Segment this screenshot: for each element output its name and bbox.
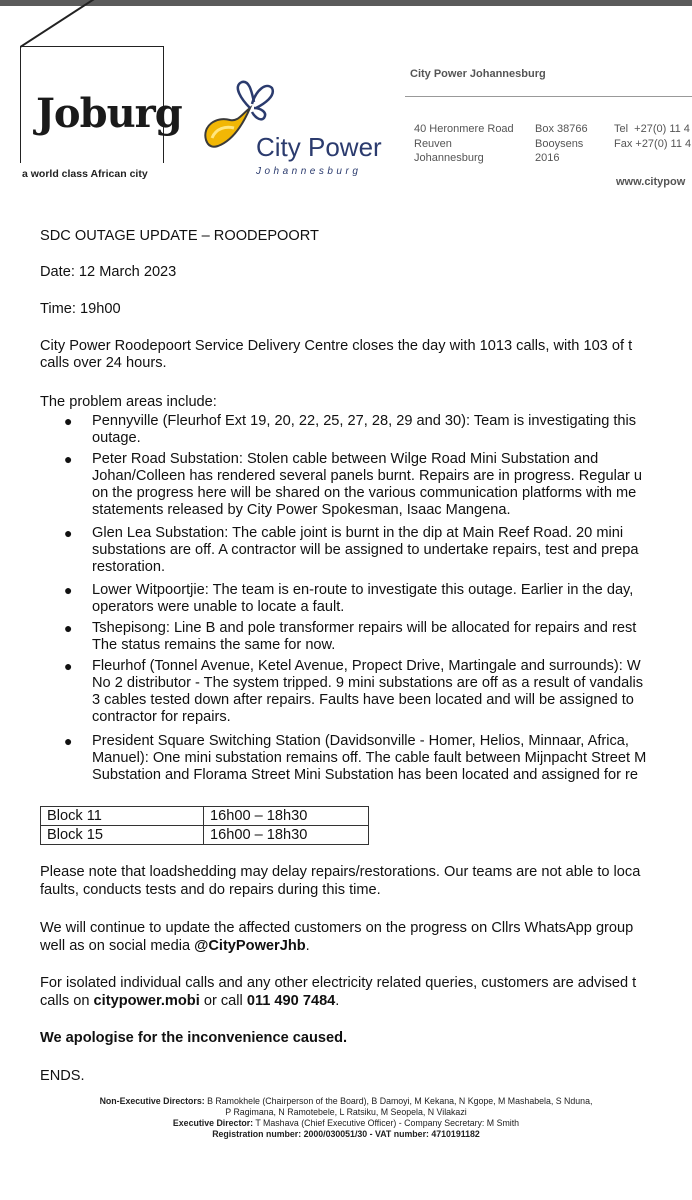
note-line-2: faults, conducts tests and do repairs during this time.	[40, 882, 381, 898]
loadshedding-table	[40, 806, 369, 845]
table-cell-time: 16h00 – 18h30	[204, 826, 369, 845]
doc-title: SDC OUTAGE UPDATE – ROODEPOORT	[40, 228, 319, 244]
update-line-2	[40, 938, 310, 955]
bullet-icon: ●	[64, 620, 73, 636]
update-line-1: We will continue to update the affected customers on the progress on Cllrs WhatsApp group	[40, 920, 634, 936]
contact-phone-fax: Tel +27(0) 11 4 Fax +27(0) 11 4	[614, 123, 692, 150]
isolated-line-2	[40, 993, 339, 1010]
update-end: .	[305, 938, 310, 954]
city-power-subtitle: Johannesburg	[256, 166, 362, 177]
list-item: Peter Road Substation: Stolen cable between Wilge Road Mini Substation and Johan/Colleen has rendered several panels burnt. Repairs are in progress. Regular u on the progress here will be shared on the various communication platforms with me statements released by City Power Spokesman, Isaac Mangena.	[92, 451, 643, 518]
city-power-name: City Power	[256, 132, 382, 162]
header-divider	[405, 96, 692, 97]
footer-directors-1	[0, 1096, 692, 1108]
reg-label: Registration number:	[212, 1129, 302, 1139]
bullet-icon: ●	[64, 413, 73, 429]
table-cell-block: Block 15	[41, 826, 204, 845]
bullet-icon: ●	[64, 658, 73, 674]
list-item: Lower Witpoortjie: The team is en-route to investigate this outage. Earlier in the day, operators were unable to locate a fault.	[92, 582, 634, 615]
top-border	[0, 0, 692, 6]
ned-label: Non-Executive Directors:	[99, 1096, 205, 1106]
intro-line-1: City Power Roodepoort Service Delivery Centre closes the day with 1013 calls, with 103 of t	[40, 338, 633, 354]
isolated-line-1: For isolated individual calls and any other electricity related queries, customers are advised t	[40, 975, 637, 991]
apology: We apologise for the inconvenience caused.	[40, 1030, 348, 1046]
reg-text: 2000/030051/30 - VAT number: 4710191182	[301, 1129, 480, 1139]
footer-exec	[0, 1118, 692, 1130]
note-line-1: Please note that loadshedding may delay repairs/restorations. Our teams are not able to loca	[40, 864, 641, 880]
footer-registration	[0, 1129, 692, 1141]
update-text: well as on social media	[40, 938, 195, 954]
bullet-icon: ●	[64, 582, 73, 598]
address-street: 40 Heronmere Road Reuven Johannesburg	[414, 123, 514, 164]
doc-time: Time: 19h00	[40, 301, 121, 317]
bullet-icon: ●	[64, 733, 73, 749]
problem-heading: The problem areas include:	[40, 394, 217, 410]
footer-directors-2: P Ragimana, N Ramotebele, L Ratsiku, M Seopela, N Vilakazi	[225, 1107, 467, 1117]
list-item: Tshepisong: Line B and pole transformer repairs will be allocated for repairs and rest The status remains the same for now.	[92, 620, 637, 653]
list-item: Fleurhof (Tonnel Avenue, Ketel Avenue, Propect Drive, Martingale and surrounds): W No 2 distributor - The system tripped. 9 mini substations are off as a result of vandalis 3 cables tested down after repairs. Faults have been located and will be assigned to contractor for repairs.	[92, 658, 644, 725]
exec-text: T Mashava (Chief Executive Officer) - Company Secretary: M Smith	[253, 1118, 520, 1128]
ends: ENDS.	[40, 1068, 85, 1084]
isolated-mid: or call	[199, 993, 247, 1009]
list-item: Glen Lea Substation: The cable joint is burnt in the dip at Main Reef Road. 20 mini substations are off. A contractor will be assigned to undertake repairs, test and prepa restoration.	[92, 525, 639, 575]
list-item: Pennyville (Fleurhof Ext 19, 20, 22, 25, 27, 28, 29 and 30): Team is investigating this outage.	[92, 413, 637, 446]
joburg-logo-slant	[20, 0, 100, 47]
isolated-text: calls on	[40, 993, 94, 1009]
social-handle-link[interactable]: @CityPowerJhb	[194, 938, 306, 954]
bullet-icon: ●	[64, 525, 73, 541]
ned-names-1: B Ramokhele (Chairperson of the Board), B Damoyi, M Kekana, N Kgope, M Mashabela, S Nduna,	[204, 1096, 593, 1106]
address-box: Box 38766 Booysens 2016	[535, 123, 588, 164]
bullet-icon: ●	[64, 451, 73, 467]
website-link[interactable]: citypower.mobi	[93, 993, 200, 1009]
table-cell-block: Block 11	[41, 807, 204, 826]
phone-number-link[interactable]: 011 490 7484	[246, 993, 336, 1009]
website: www.citypow	[616, 176, 686, 188]
joburg-tagline: a world class African city	[22, 168, 148, 180]
exec-label: Executive Director:	[172, 1118, 254, 1128]
table-row	[41, 826, 369, 845]
isolated-end: .	[335, 993, 340, 1009]
company-title: City Power Johannesburg	[410, 68, 546, 80]
joburg-logo: Joburg	[36, 90, 182, 137]
list-item: President Square Switching Station (Davidsonville - Homer, Helios, Minnaar, Africa, Manuel): One mini substation remains off. The cable fault between Mijnpacht Street M Substation and Florama Street Mini Substation has been located and assigned for re	[92, 733, 647, 783]
table-cell-time: 16h00 – 18h30	[204, 807, 369, 826]
intro-line-2: calls over 24 hours.	[40, 355, 167, 371]
doc-date: Date: 12 March 2023	[40, 264, 177, 280]
table-row	[41, 807, 369, 826]
